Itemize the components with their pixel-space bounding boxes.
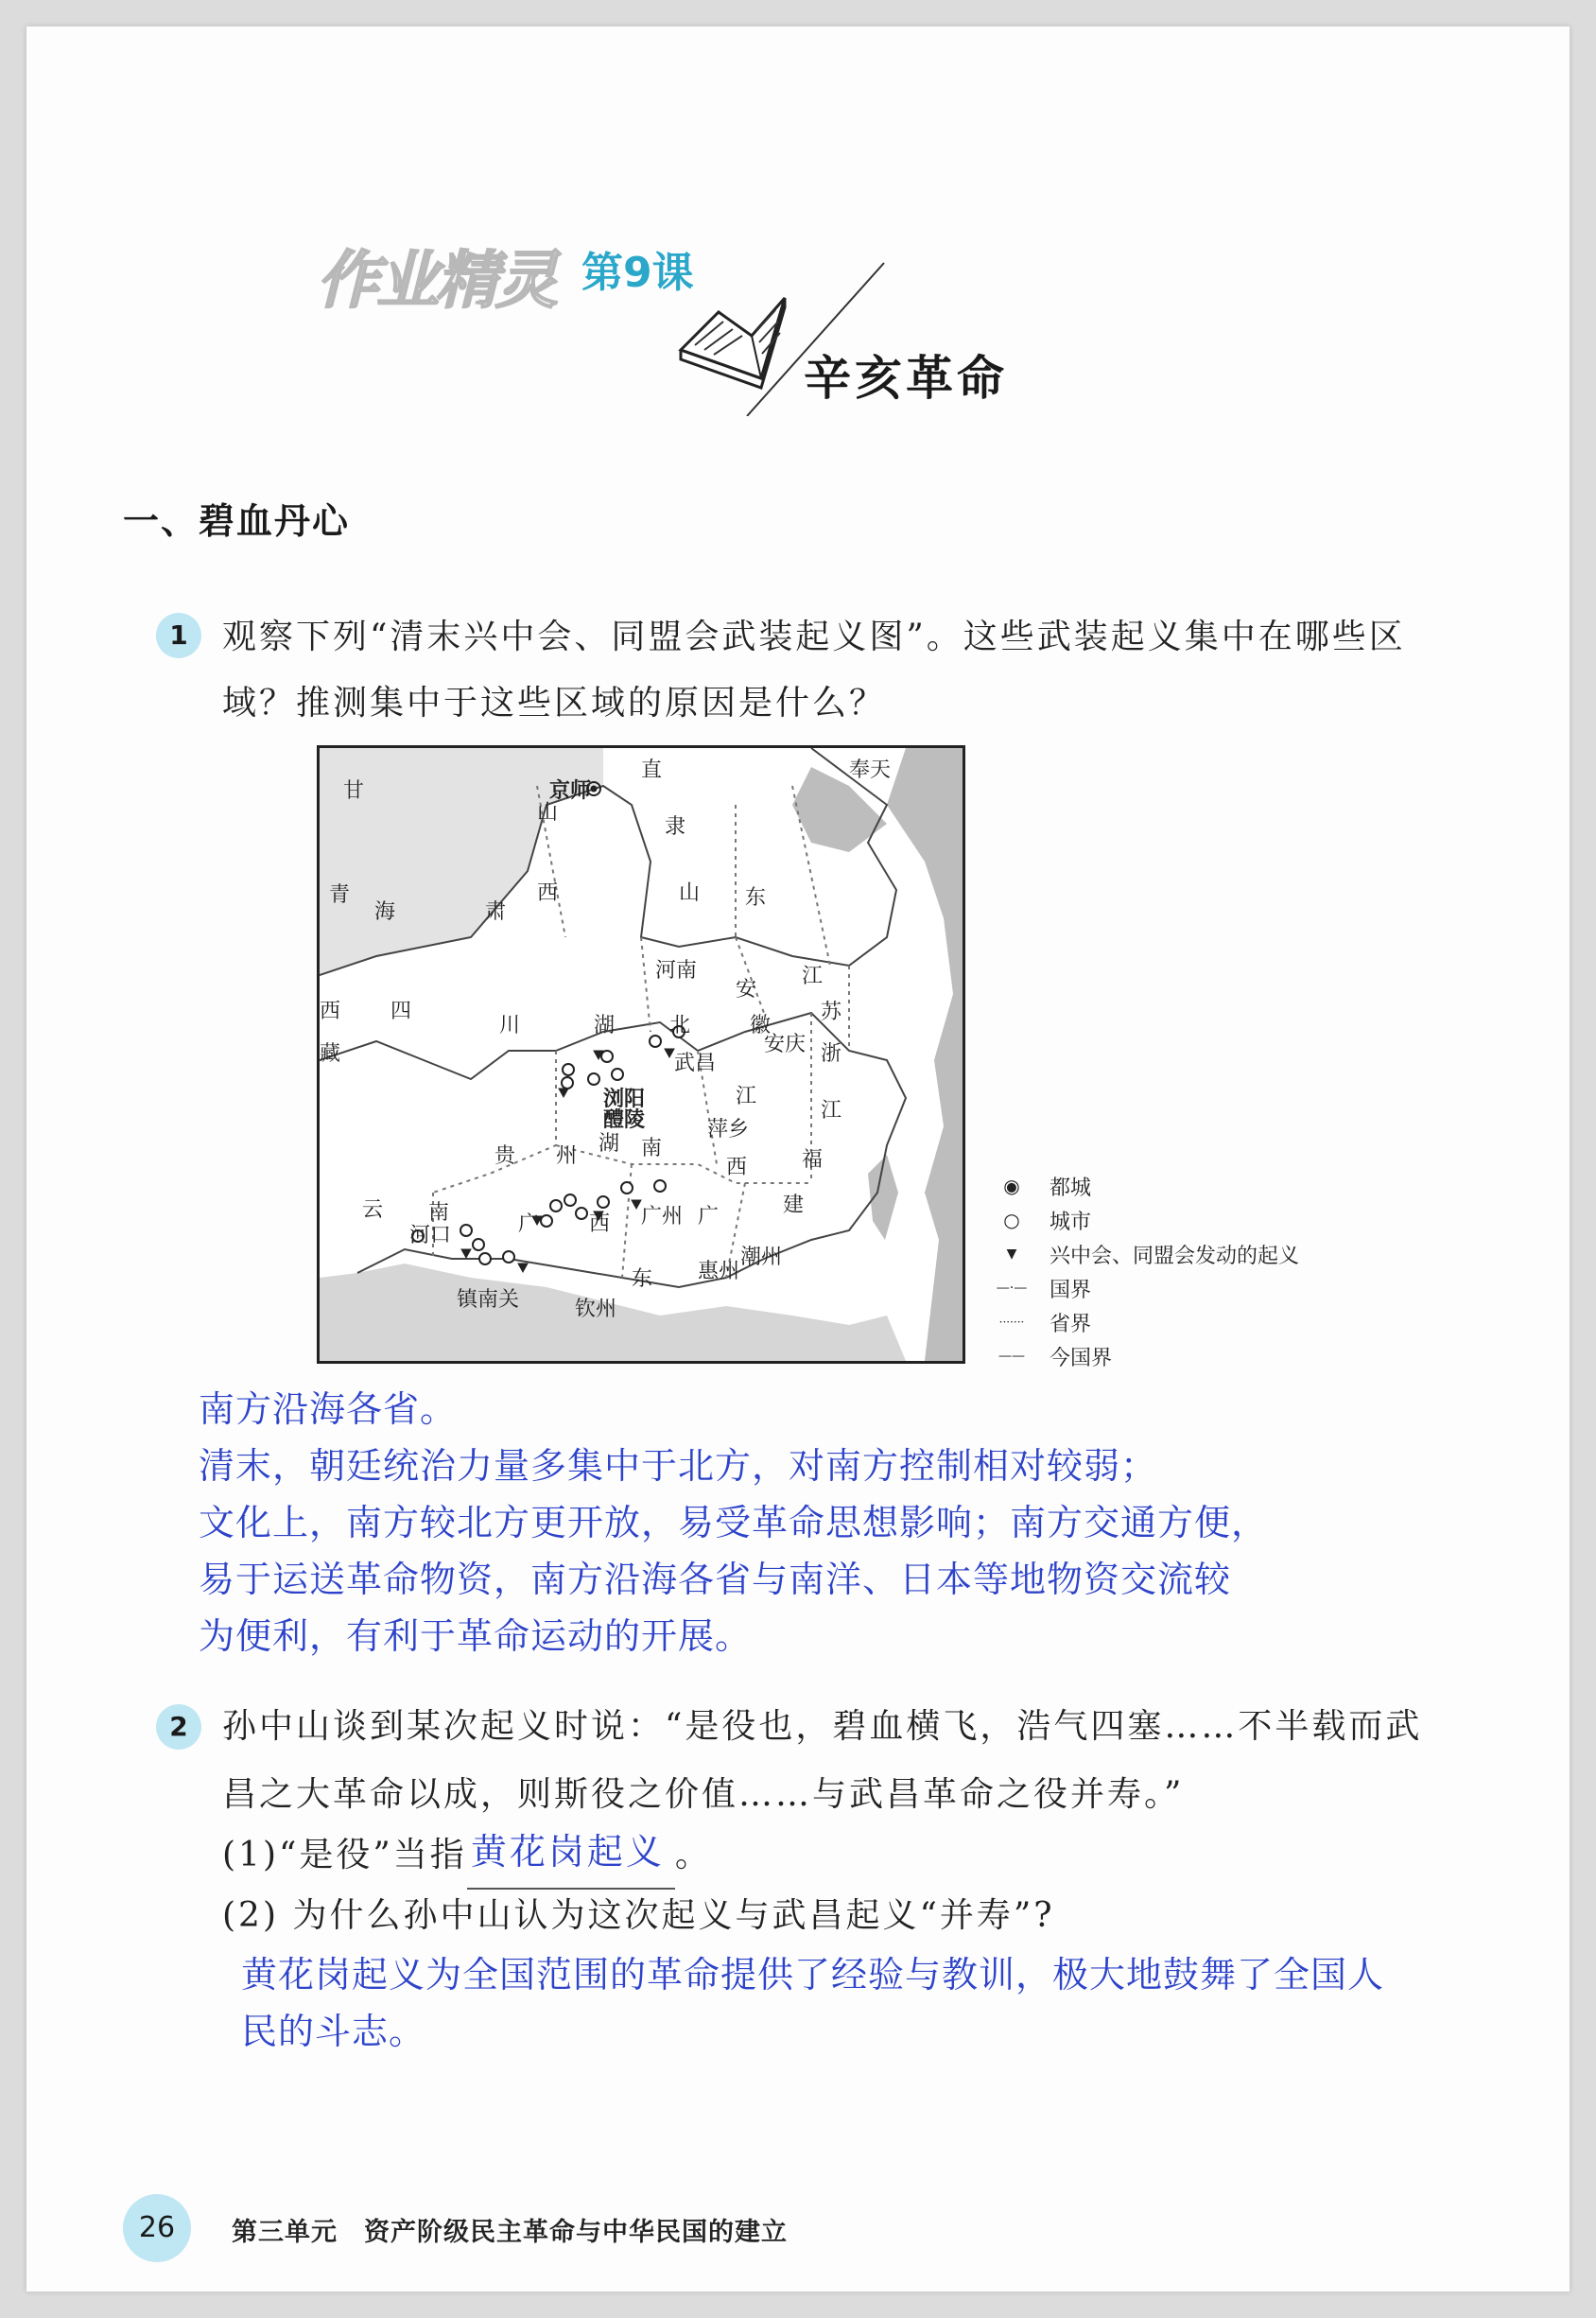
map-label: 奉天 (849, 758, 892, 782)
question2-line1: 孙中山谈到某次起义时说：“是役也，碧血横飞，浩气四塞……不半载而武 (222, 1707, 1423, 1746)
map-label: 南 (641, 1137, 663, 1160)
map-label: 浏阳 (603, 1087, 646, 1111)
map-label: 山 (537, 801, 559, 825)
map-label: 州 (556, 1144, 578, 1168)
map-label: 藏 (320, 1042, 341, 1066)
map-label: 南 (428, 1201, 450, 1225)
map-label: 肃 (485, 900, 507, 924)
sub-question-2: (2) 为什么孙中山认为这次起义与武昌起义“并寿”? (222, 1896, 1055, 1935)
map-label: 萍乡 (707, 1118, 750, 1142)
map-label: 海 (374, 900, 396, 924)
map-label: 甘 (343, 779, 365, 803)
province-border-icon: ······· (998, 1316, 1025, 1329)
question1-line1: 观察下列“清末兴中会、同盟会武装起义图”。这些武装起义集中在哪些区 (222, 618, 1406, 656)
legend-item: —— 今国界 (993, 1339, 1112, 1373)
legend-item: ◉ 都城 (993, 1169, 1091, 1203)
page-number: 26 (123, 2194, 191, 2262)
map-label: 四 (390, 1000, 412, 1023)
map-label: 湖 (598, 1132, 620, 1156)
map-label: 东 (745, 886, 767, 910)
map-label: 广州 (641, 1205, 684, 1229)
map-label: 江 (821, 1099, 842, 1123)
map-label: 福 (802, 1148, 824, 1172)
map-label: 钦州 (575, 1298, 617, 1321)
map-label: 河南 (655, 959, 698, 983)
map-label: 潮州 (740, 1246, 783, 1269)
answer-line: 民的斗志。 (241, 2011, 426, 2052)
uprising-map (317, 745, 965, 1364)
map-label: 建 (783, 1194, 805, 1217)
map-label: 镇南关 (457, 1288, 520, 1312)
answer-line: 易于运送革命物资，南方沿海各省与南洋、日本等地物资交流较 (199, 1559, 1232, 1600)
map-label: 川 (499, 1014, 521, 1037)
map-label: 江 (736, 1085, 757, 1108)
legend-item: ······· 省界 (993, 1305, 1091, 1339)
uprising-icon: ▼ (1006, 1246, 1017, 1262)
brand-watermark: 作业精灵 (317, 244, 555, 317)
map-label: 山 (679, 881, 701, 905)
legend-item: —·— 国界 (993, 1271, 1091, 1305)
modern-border-icon: —— (998, 1349, 1025, 1364)
answer-line: 为便利，有利于革命运动的开展。 (199, 1615, 753, 1657)
map-label: 江 (802, 965, 824, 988)
map-label: 直 (641, 758, 663, 782)
filled-answer: 黄花岗起义 (470, 1831, 665, 1873)
map-label: 安 (736, 978, 757, 1002)
national-border-icon: —·— (996, 1281, 1028, 1296)
map-label: 青 (329, 883, 351, 907)
map-label: 河口 (409, 1224, 452, 1247)
map-label: 惠州 (698, 1260, 740, 1283)
map-label: 广 (518, 1212, 540, 1236)
answer-line: 南方沿海各省。 (199, 1388, 458, 1430)
map-label: 西 (320, 1000, 341, 1023)
lesson-number: 第9课 (581, 249, 694, 297)
city-icon: ○ (1003, 1209, 1020, 1231)
answer-line: 清末，朝廷统治力量多集中于北方，对南方控制相对较弱； (199, 1445, 1158, 1487)
answer-line: 文化上，南方较北方更开放，易受革命思想影响；南方交通方便， (199, 1502, 1269, 1543)
map-label: 西 (537, 881, 559, 905)
question-number-badge: 2 (156, 1704, 201, 1750)
question1-line2: 域？推测集中于这些区域的原因是什么？ (222, 684, 887, 723)
map-label: 徽 (750, 1014, 772, 1037)
map-label: 广 (698, 1205, 720, 1229)
capital-icon: ◉ (1003, 1175, 1020, 1197)
map-label: 醴陵 (603, 1107, 646, 1132)
map-label: 苏 (821, 1001, 842, 1024)
legend-item: ▼ 兴中会、同盟会发动的起义 (993, 1237, 1299, 1271)
map-label: 西 (726, 1156, 748, 1179)
map-drawing (320, 748, 963, 1361)
lesson-title: 辛亥革命 (804, 351, 1008, 406)
answer-line: 黄花岗起义为全国范围的革命提供了经验与教训，极大地鼓舞了全国人 (241, 1954, 1385, 1996)
map-label: 西 (589, 1212, 611, 1236)
question2-line2: 昌之大革命以成，则斯役之价值……与武昌革命之役并寿。” (222, 1775, 1185, 1814)
map-label: 东 (632, 1267, 653, 1291)
map-label: 云 (362, 1198, 384, 1222)
sub-question-1: (1)“是役”当指 黄花岗起义 。 (222, 1821, 712, 1890)
map-label: 隶 (665, 815, 686, 839)
question-number-badge: 1 (156, 613, 201, 658)
map-label: 安庆 (764, 1033, 807, 1056)
map-label: 京师 (549, 778, 592, 803)
map-label: 武昌 (674, 1052, 717, 1075)
map-label: 贵 (494, 1144, 516, 1168)
map-label: 浙 (821, 1042, 842, 1066)
map-label: 北 (669, 1014, 691, 1037)
legend-item: ○ 城市 (993, 1203, 1091, 1237)
section-title: 一、碧血丹心 (123, 500, 351, 542)
unit-title: 第三单元 资产阶级民主革命与中华民国的建立 (232, 2218, 788, 2247)
map-label: 湖 (594, 1014, 616, 1037)
